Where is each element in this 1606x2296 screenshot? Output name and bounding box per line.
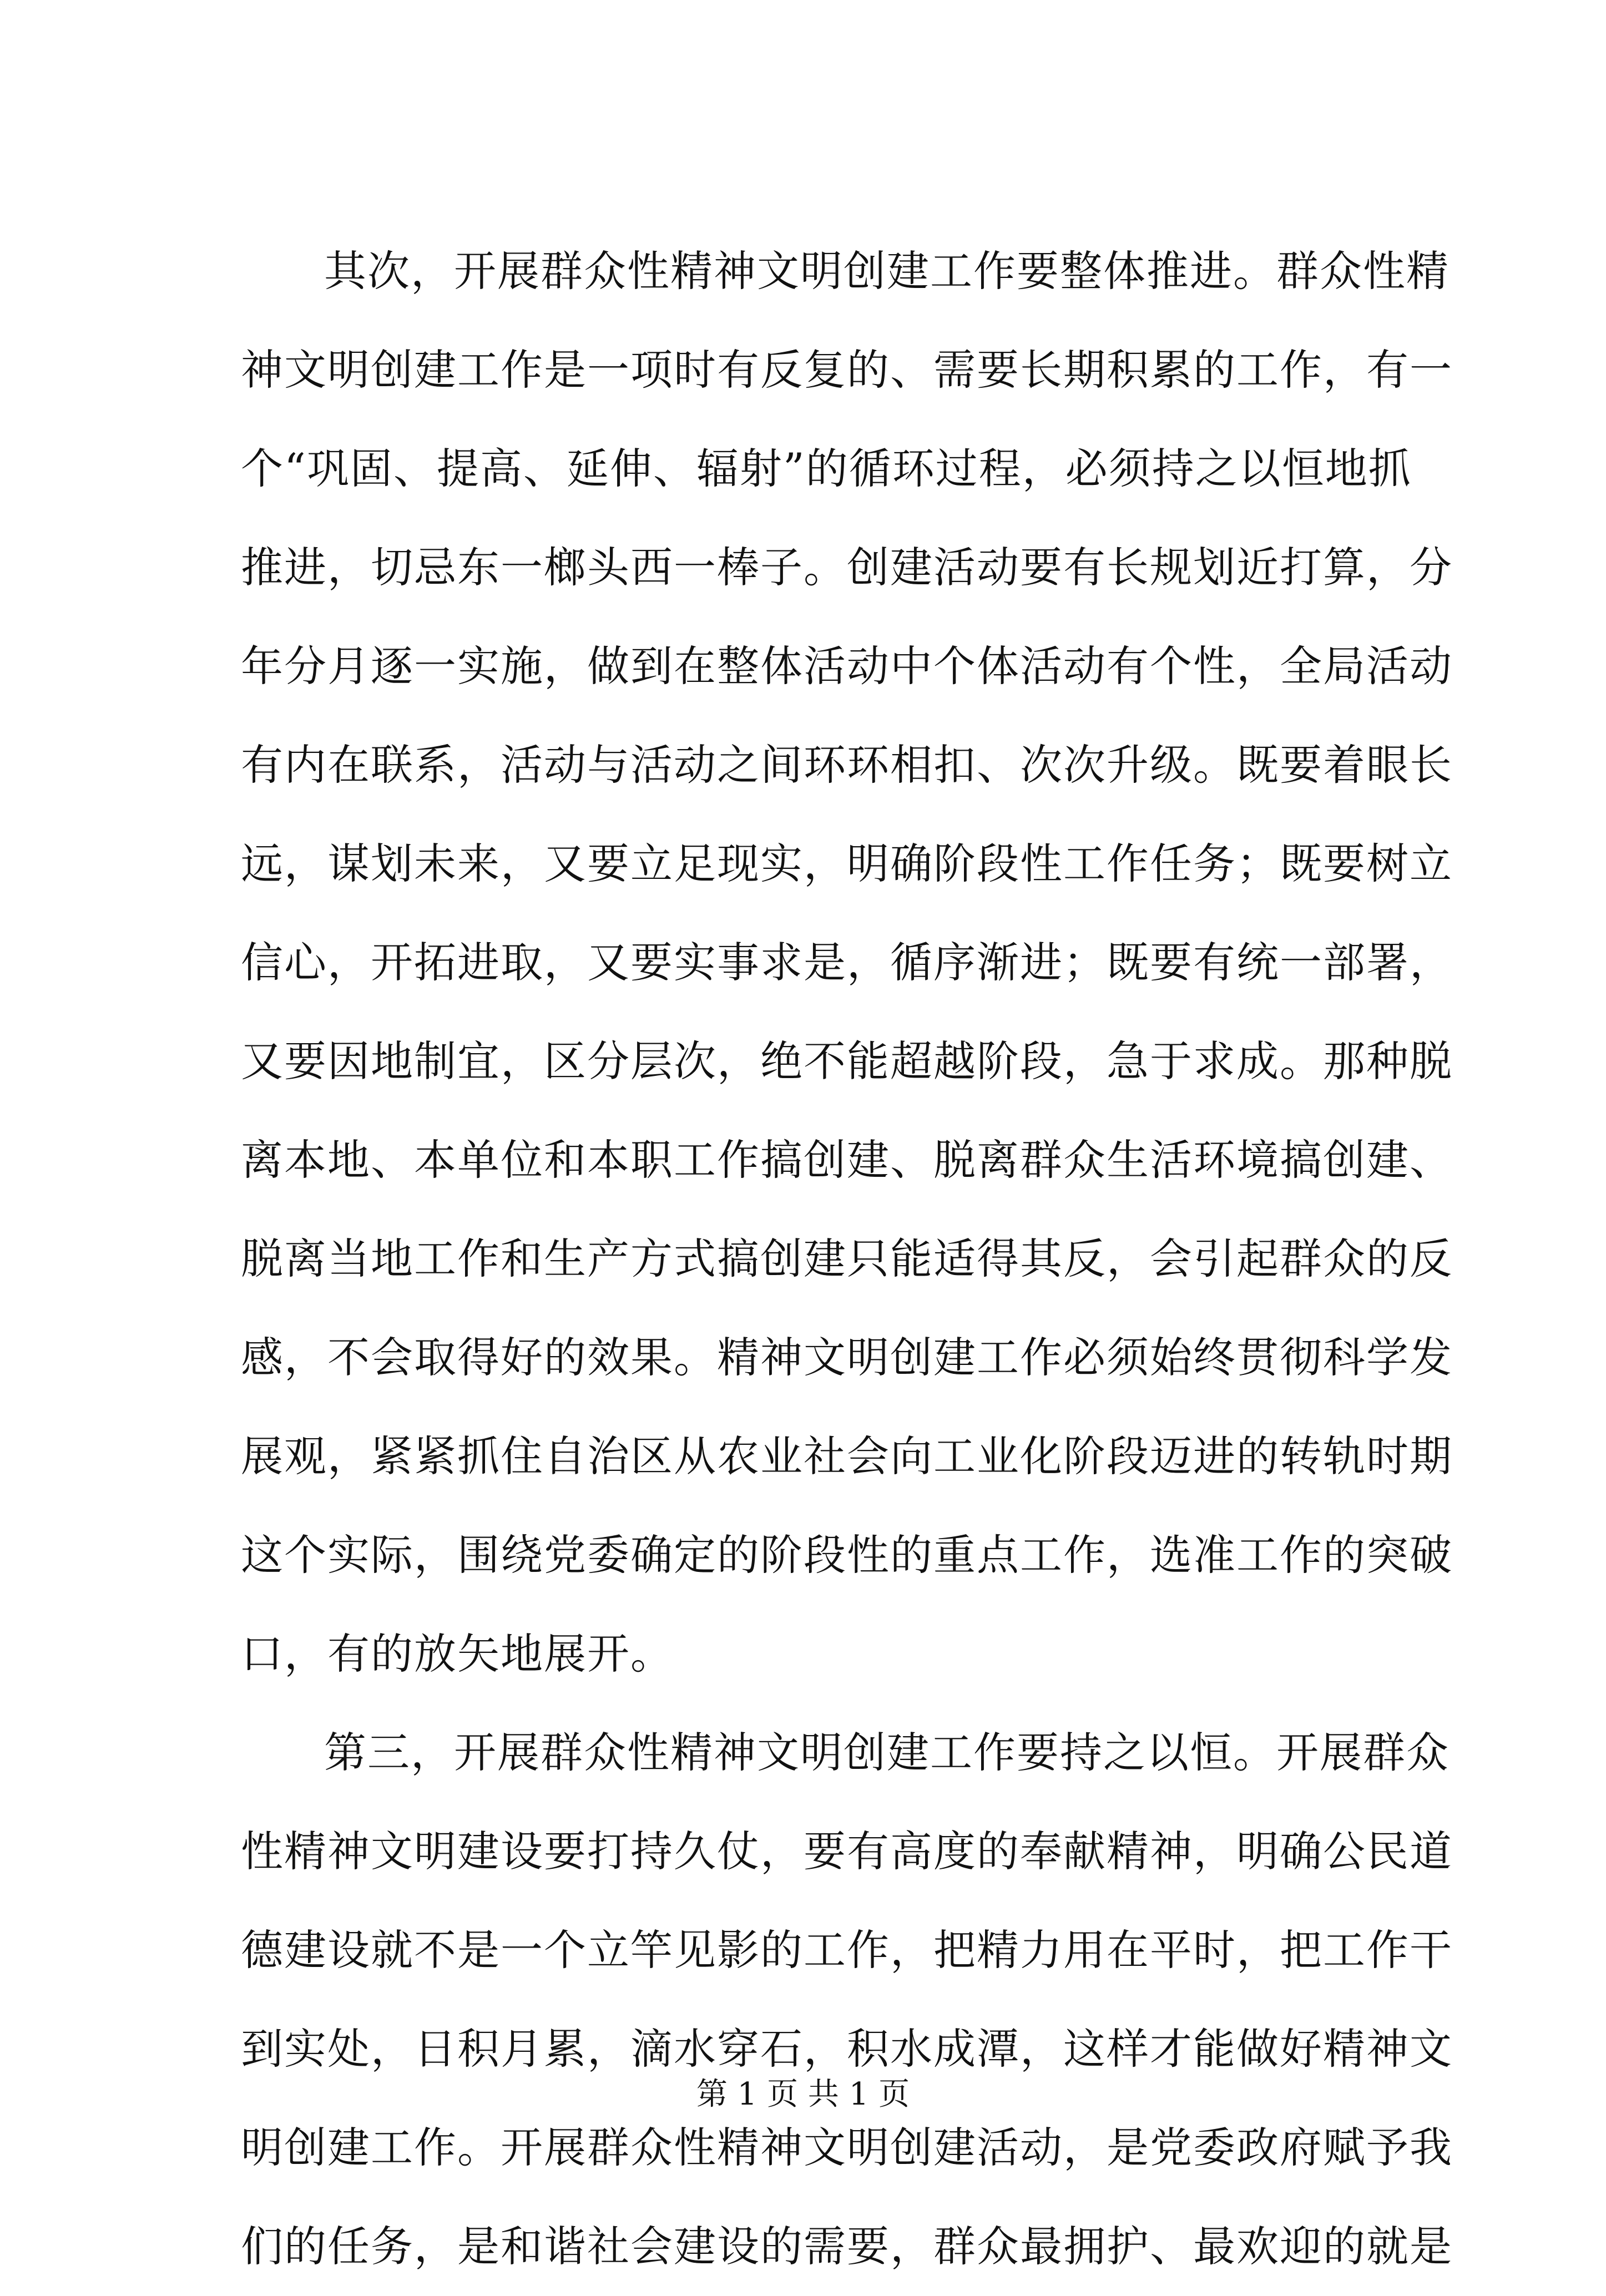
paragraph-2-line-6: 们的任务，是和谐社会建设的需要，群众最拥护、最欢迎的就是 <box>241 2222 1453 2271</box>
paragraph-1-line-2: 神文明创建工作是一项时有反复的、需要长期积累的工作，有一 <box>241 345 1453 395</box>
paragraph-1-line-3: 个“巩固、提高、延伸、辐射”的循环过程，必须持之以恒地抓 <box>241 444 1412 493</box>
paragraph-1-line-12: 感，不会取得好的效果。精神文明创建工作必须始终贯彻科学发 <box>241 1333 1453 1382</box>
paragraph-2-line-5: 明创建工作。开展群众性精神文明创建活动，是党委政府赋予我 <box>241 2123 1453 2172</box>
paragraph-2-line-4: 到实处，日积月累，滴水穿石，积水成潭，这样才能做好精神文 <box>241 2024 1453 2074</box>
paragraph-1-line-15: 口，有的放矢地展开。 <box>241 1629 674 1678</box>
paragraph-1-line-8: 信心，开拓进取，又要实事求是，循序渐进；既要有统一部署， <box>241 938 1453 987</box>
page-number-label: 第 1 页 共 1 页 <box>696 2076 910 2112</box>
paragraph-1-line-13: 展观，紧紧抓住自治区从农业社会向工业化阶段迈进的转轨时期 <box>241 1432 1453 1481</box>
body-text <box>241 222 1453 2296</box>
paragraph-2-line-1: 第三，开展群众性精神文明创建工作要持之以恒。开展群众 <box>324 1728 1450 1777</box>
paragraph-1-line-9: 又要因地制宜，区分层次，绝不能超越阶段，急于求成。那种脱 <box>241 1036 1453 1086</box>
paragraph-1-line-14: 这个实际，围绕党委确定的阶段性的重点工作，选准工作的突破 <box>241 1530 1453 1580</box>
paragraph-2-line-2: 性精神文明建设要打持久仗，要有高度的奉献精神，明确公民道 <box>241 1827 1453 1876</box>
paragraph-2-line-3: 德建设就不是一个立竿见影的工作，把精力用在平时，把工作干 <box>241 1925 1453 1975</box>
paragraph-1-line-7: 远，谋划未来，又要立足现实，明确阶段性工作任务；既要树立 <box>241 839 1453 888</box>
paragraph-1-line-10: 离本地、本单位和本职工作搞创建、脱离群众生活环境搞创建、 <box>241 1135 1453 1185</box>
paragraph-1-line-6: 有内在联系，活动与活动之间环环相扣、次次升级。既要着眼长 <box>241 740 1453 790</box>
paragraph-1-line-11: 脱离当地工作和生产方式搞创建只能适得其反，会引起群众的反 <box>241 1234 1453 1283</box>
paragraph-1-line-1: 其次，开展群众性精神文明创建工作要整体推进。群众性精 <box>324 246 1450 296</box>
paragraph-1-line-5: 年分月逐一实施，做到在整体活动中个体活动有个性，全局活动 <box>241 641 1453 691</box>
page-footer <box>0 2072 1606 2117</box>
paragraph-1-line-4: 推进，切忌东一榔头西一棒子。创建活动要有长规划近打算，分 <box>241 543 1453 592</box>
